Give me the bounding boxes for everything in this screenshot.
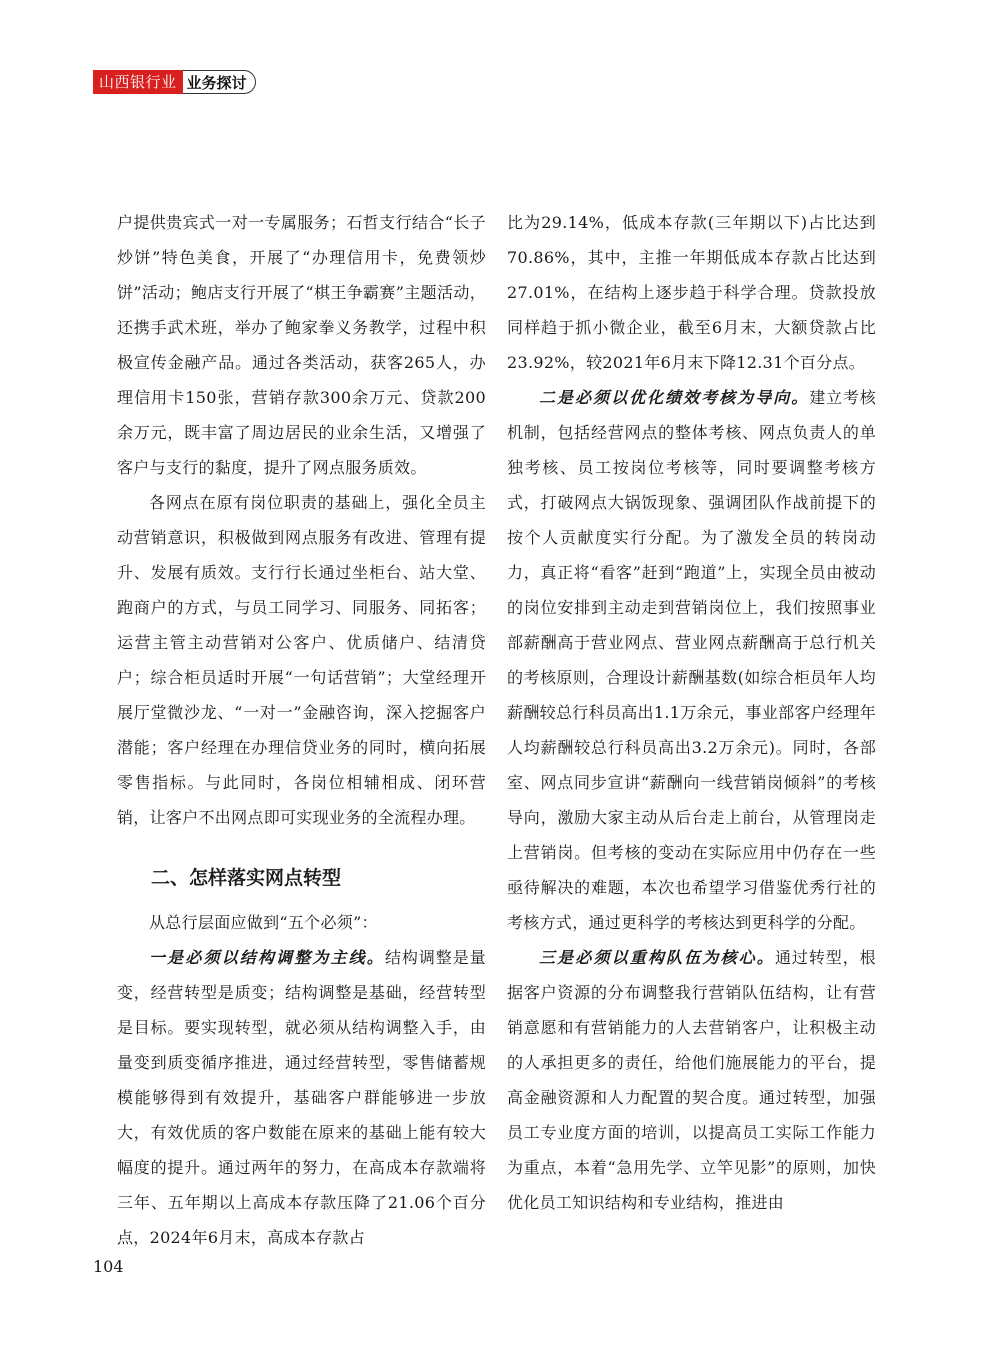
- body-paragraph: 从总行层面应做到“五个必须”：: [149, 913, 378, 932]
- body-paragraph: [507, 940, 876, 1220]
- emphasis-lead: 三是必须以重构队伍为核心。: [539, 948, 775, 967]
- body-paragraph: [117, 940, 486, 1255]
- right-column: [507, 205, 876, 1220]
- emphasis-lead: 二是必须以优化绩效考核为导向。: [539, 388, 810, 407]
- paragraph-text: 结构调整是量变，经营转型是质变；结构调整是基础，经营转型是目标。要实现转型，就必须从结构调整入手，由量变到质变循序推进，通过经营转型，零售储蓄规模能够得到有效提升，基础客户群能够进一步放大，有效优质的客户数能在原来的基础上能有较大幅度的提升。通过两年的努力，在高成本存款端将三年、五年期以上高成本存款压降了21.06个百分点，2024年6月末，高成本存款占: [117, 948, 486, 1247]
- section-heading: 二、怎样落实网点转型: [151, 867, 342, 889]
- paragraph-text: 建立考核机制，包括经营网点的整体考核、网点负责人的单独考核、员工按岗位考核等，同时要调整考核方式，打破网点大锅饭现象、强调团队作战前提下的按个人贡献度实行分配。为了激发全员的转岗动力，真正将“看客”赶到“跑道”上，实现全员由被动的岗位安排到主动走到营销岗位上，我们按照事业部薪酬高于营业网点、营业网点薪酬高于总行机关的考核原则，合理设计薪酬基数(如综合柜员年人均薪酬较总行科员高出1.1万余元，事业部客户经理年人均薪酬较总行科员高出3.2万余元)。同时，各部室、网点同步宣讲“薪酬向一线营销岗倾斜”的考核导向，激励大家主动从后台走上前台，从管理岗走上营销岗。但考核的变动在实际应用中仍存在一些亟待解决的难题，本次也希望学习借鉴优秀行社的考核方式，通过更科学的考核达到更科学的分配。: [507, 388, 876, 932]
- section-label: 业务探讨: [183, 70, 256, 94]
- journal-series-label: 山西银行业: [93, 70, 183, 94]
- body-paragraph: 各网点在原有岗位职责的基础上，强化全员主动营销意识，积极做到网点服务有改进、管理有提升、发展有质效。支行行长通过坐柜台、站大堂、跑商户的方式，与员工同学习、同服务、同拓客；运营主管主动营销对公客户、优质储户、结清贷户；综合柜员适时开展“一句话营销”；大堂经理开展厅堂微沙龙、“一对一”金融咨询，深入挖掘客户潜能；客户经理在办理信贷业务的同时，横向拓展零售指标。与此同时，各岗位相辅相成、闭环营销，让客户不出网点即可实现业务的全流程办理。: [117, 493, 486, 827]
- body-paragraph: [507, 380, 876, 940]
- left-column: [117, 205, 486, 1255]
- body-paragraph: 户提供贵宾式一对一专属服务；石哲支行结合“长子炒饼”特色美食，开展了“办理信用卡，免费领炒饼”活动；鲍店支行开展了“棋王争霸赛”主题活动，还携手武术班，举办了鲍家拳义务教学，过程中积极宣传金融产品。通过各类活动，获客265人，办理信用卡150张，营销存款300余万元、贷款200余万元，既丰富了周边居民的业余生活，又增强了客户与支行的黏度，提升了网点服务质效。: [117, 213, 486, 477]
- body-paragraph: 比为29.14%，低成本存款(三年期以下)占比达到70.86%，其中，主推一年期低成本存款占比达到27.01%，在结构上逐步趋于科学合理。贷款投放同样趋于抓小微企业，截至6月末，大额贷款占比23.92%，较2021年6月末下降12.31个百分点。: [507, 213, 876, 372]
- emphasis-lead: 一是必须以结构调整为主线。: [149, 948, 385, 967]
- running-header: [93, 70, 256, 94]
- paragraph-text: 通过转型，根据客户资源的分布调整我行营销队伍结构，让有营销意愿和有营销能力的人去营销客户，让积极主动的人承担更多的责任，给他们施展能力的平台，提高金融资源和人力配置的契合度。通过转型，加强员工专业度方面的培训，以提高员工实际工作能力为重点，本着“急用先学、立竿见影”的原则，加快优化员工知识结构和专业结构，推进由: [507, 948, 876, 1212]
- page-number: 104: [93, 1257, 124, 1276]
